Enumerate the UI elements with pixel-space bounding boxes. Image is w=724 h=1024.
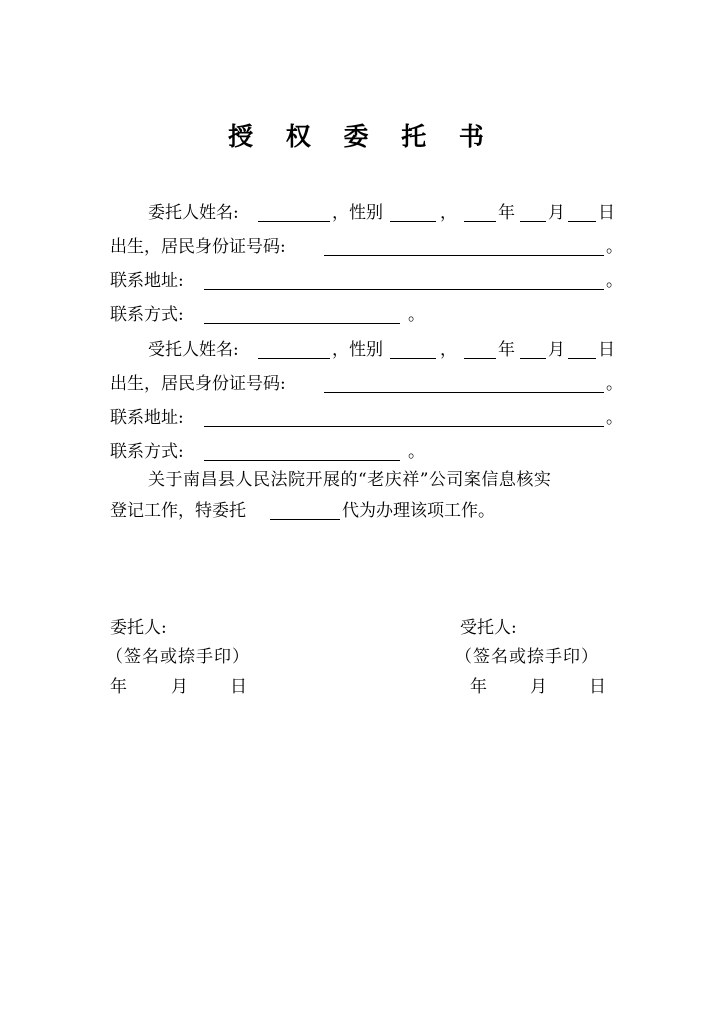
document-title: 授 权 委 托 书 [228, 122, 496, 151]
agent-contact-blank[interactable] [204, 460, 400, 461]
principal-contact-line [110, 302, 615, 328]
principal-contact-blank[interactable] [204, 323, 400, 324]
agent-id-line [110, 371, 623, 397]
agent-birth-year-blank[interactable] [464, 358, 496, 359]
principal-gender-blank[interactable] [390, 221, 436, 222]
agent-name-label: 受托人姓名: [148, 340, 239, 360]
comma: ， [440, 203, 457, 223]
principal-date-day: 日 [230, 677, 247, 697]
principal-date-year: 年 [110, 677, 127, 697]
agent-gender-blank[interactable] [390, 358, 436, 359]
principal-birth-year-blank[interactable] [464, 221, 496, 222]
end-mark: 。 [606, 374, 623, 394]
principal-birth-month-blank[interactable] [520, 221, 546, 222]
statement-line-1 [110, 467, 615, 493]
principal-name-label: 委托人姓名: [148, 203, 239, 223]
end-mark: 。 [606, 271, 623, 291]
end-mark: 。 [408, 442, 425, 462]
end-mark: 。 [606, 237, 623, 257]
principal-address-line [110, 268, 623, 294]
agent-birth-day-blank[interactable] [568, 358, 596, 359]
agent-date-year: 年 [470, 677, 487, 697]
principal-date-month: 月 [171, 677, 188, 697]
agent-date-day: 日 [589, 677, 606, 697]
statement-text-2-prefix: 登记工作，特委托 [110, 501, 246, 521]
agent-signature-label: 受托人: [460, 618, 517, 638]
entrust-agent-blank[interactable] [270, 519, 340, 520]
day-label: 日 [598, 340, 615, 360]
principal-id-label: 出生，居民身份证号码: [110, 237, 286, 257]
principal-sign-hint: （签名或捺手印） [106, 647, 250, 667]
agent-address-blank[interactable] [204, 426, 604, 427]
agent-date-month: 月 [530, 677, 547, 697]
principal-name-line [110, 200, 615, 226]
year-label: 年 [498, 203, 515, 223]
principal-id-line [110, 234, 623, 260]
statement-text-1: 关于南昌县人民法院开展的“老庆祥”公司案信息核实 [148, 470, 552, 490]
comma: ， [440, 340, 457, 360]
agent-contact-line [110, 439, 615, 465]
month-label: 月 [548, 203, 565, 223]
year-label: 年 [498, 340, 515, 360]
statement-line-2 [110, 498, 615, 524]
principal-address-label: 联系地址: [110, 271, 184, 291]
day-label: 日 [598, 203, 615, 223]
agent-name-line [110, 337, 615, 363]
principal-name-blank[interactable] [258, 221, 330, 222]
end-mark: 。 [606, 408, 623, 428]
agent-address-line [110, 405, 623, 431]
agent-gender-label: ，性别 [332, 340, 383, 360]
agent-id-label: 出生，居民身份证号码: [110, 374, 286, 394]
principal-signature-label: 委托人: [110, 618, 167, 638]
agent-birth-month-blank[interactable] [520, 358, 546, 359]
agent-sign-hint: （签名或捺手印） [455, 647, 599, 667]
end-mark: 。 [408, 305, 425, 325]
principal-gender-label: ，性别 [332, 203, 383, 223]
principal-contact-label: 联系方式: [110, 305, 184, 325]
agent-id-blank[interactable] [324, 392, 604, 393]
month-label: 月 [548, 340, 565, 360]
agent-contact-label: 联系方式: [110, 442, 184, 462]
agent-address-label: 联系地址: [110, 408, 184, 428]
principal-id-blank[interactable] [324, 255, 604, 256]
agent-name-blank[interactable] [258, 358, 330, 359]
principal-birth-day-blank[interactable] [568, 221, 596, 222]
statement-text-2-suffix: 代为办理该项工作。 [342, 501, 495, 521]
principal-address-blank[interactable] [204, 289, 604, 290]
